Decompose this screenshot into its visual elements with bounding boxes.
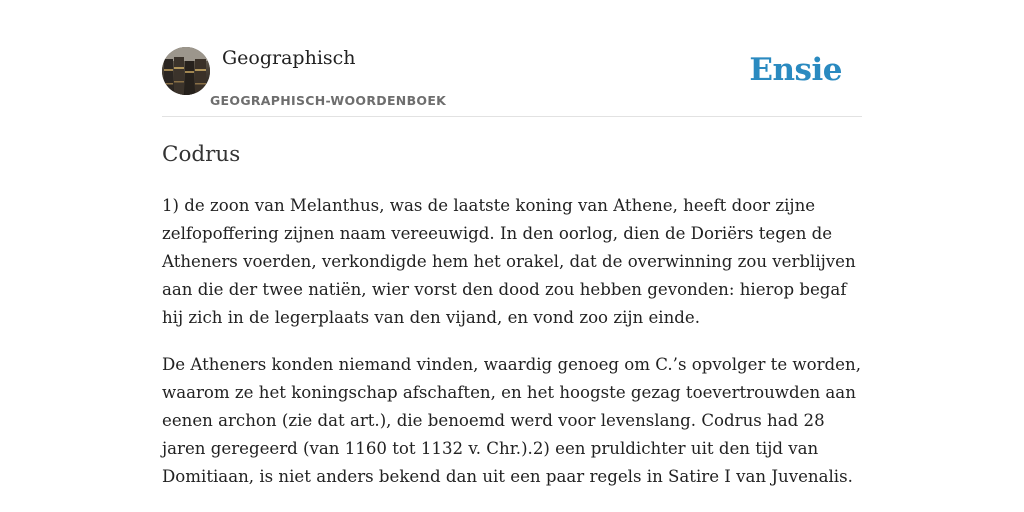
- paragraph: De Atheners konden niemand vinden, waardig genoeg om C.’s opvolger te worden, waarom ze het koningschap afschaften, en het hoogste gezag toevertrouwden aan eenen archon (zie dat art.), die benoemd werd voor levenslang. Codrus had 28 jaren geregeerd (van 1160 tot 1132 v. Chr.).2) een pruldichter uit den tijd van Domitiaan, is niet anders bekend dan uit een paar regels in Satire I van Juvenalis.: [162, 355, 861, 486]
- source-header: [162, 46, 862, 117]
- article-title: Codrus: [162, 142, 241, 167]
- source-avatar[interactable]: [162, 47, 210, 95]
- paragraph: 1) de zoon van Melanthus, was de laatste koning van Athene, heeft door zijne zelfopoffering zijnen naam vereeuwigd. In den oorlog, dien de Doriërs tegen de Atheners voerden, verkondigde hem het orakel, dat de overwinning zou verblijven aan die der twee natiën, wier vorst den dood zou hebben gevonden: hierop begaf hij zich in de legerplaats van den vijand, en vond zoo zijn einde.: [162, 196, 856, 327]
- brand-logo[interactable]: Ensie: [749, 52, 842, 88]
- source-title[interactable]: Geographisch: [222, 47, 356, 69]
- source-slug[interactable]: GEOGRAPHISCH-WOORDENBOEK: [210, 93, 447, 108]
- book-spines-icon: [162, 47, 210, 95]
- article-body: [162, 192, 862, 510]
